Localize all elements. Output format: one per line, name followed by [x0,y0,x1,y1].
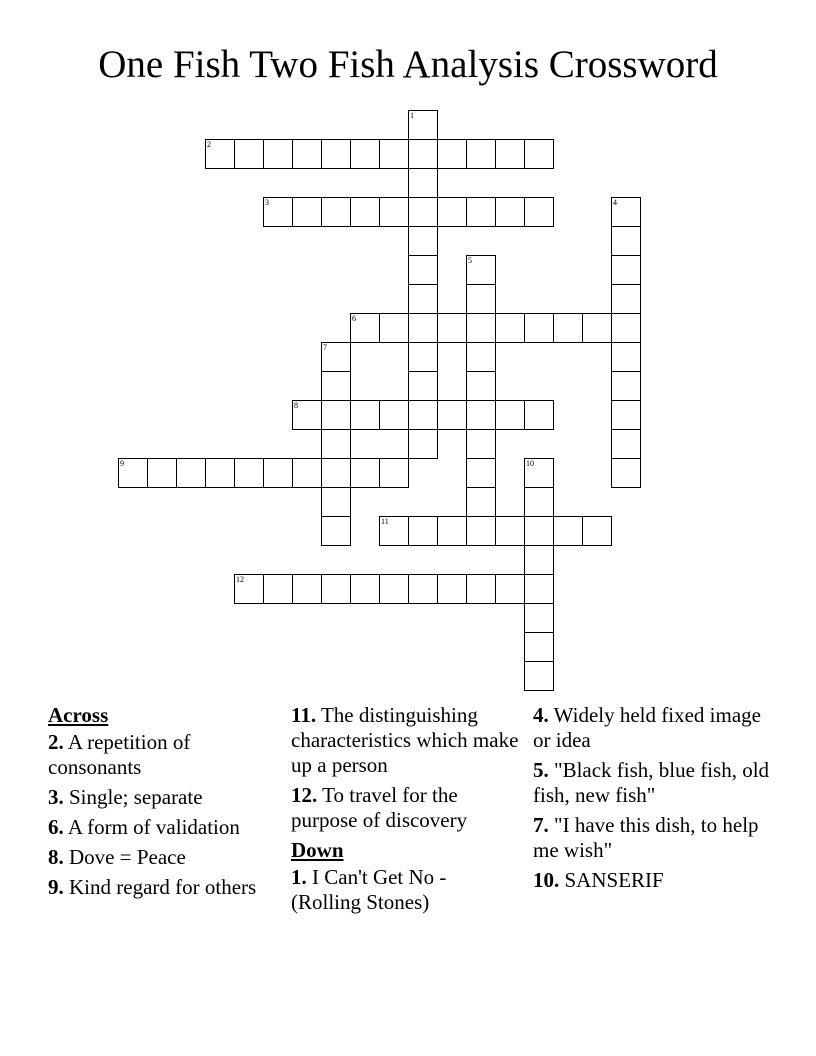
grid-cell[interactable] [437,313,467,343]
grid-cell[interactable] [234,574,264,604]
grid-cell[interactable] [466,487,496,517]
grid-cell[interactable] [408,139,438,169]
grid-cell[interactable] [350,458,380,488]
grid-cell[interactable] [263,458,293,488]
grid-cell[interactable] [118,458,148,488]
grid-cell[interactable] [524,458,554,488]
grid-cell[interactable] [466,429,496,459]
cell-number: 6 [352,314,356,323]
grid-cell[interactable] [321,574,351,604]
grid-cell[interactable] [611,342,641,372]
cell-number: 9 [120,459,124,468]
grid-cell[interactable] [553,516,583,546]
grid-cell[interactable] [292,574,322,604]
grid-cell[interactable] [524,545,554,575]
grid-cell[interactable] [524,313,554,343]
cell-number: 11 [381,517,389,526]
grid-cell[interactable] [350,197,380,227]
grid-cell[interactable] [292,400,322,430]
cell-number: 8 [294,401,298,410]
grid-cell[interactable] [466,574,496,604]
cell-number: 7 [323,343,327,352]
grid-cell[interactable] [408,313,438,343]
grid-cell[interactable] [466,313,496,343]
grid-cell[interactable] [437,516,467,546]
cell-number: 10 [526,459,534,468]
cell-number: 3 [265,198,269,207]
clue-across-12: 12. To travel for the purpose of discovery [291,783,468,832]
grid-cell[interactable] [292,139,322,169]
grid-cell[interactable] [408,371,438,401]
grid-cell[interactable] [466,139,496,169]
grid-cell[interactable] [524,400,554,430]
cell-number: 1 [410,111,414,120]
grid-cell[interactable] [611,255,641,285]
grid-cell[interactable] [611,400,641,430]
grid-cell[interactable] [321,197,351,227]
grid-cell[interactable] [495,139,525,169]
grid-cell[interactable] [611,313,641,343]
grid-cell[interactable] [205,139,235,169]
grid-cell[interactable] [582,516,612,546]
grid-cell[interactable] [263,197,293,227]
grid-cell[interactable] [408,110,438,140]
grid-cell[interactable] [495,313,525,343]
grid-cell[interactable] [321,371,351,401]
grid-cell[interactable] [437,197,467,227]
grid-cell[interactable] [408,429,438,459]
cell-number: 12 [236,575,244,584]
grid-cell[interactable] [524,632,554,662]
grid-cell[interactable] [321,429,351,459]
clue-down-10: 10. SANSERIF [533,868,664,892]
grid-cell[interactable] [408,400,438,430]
grid-cell[interactable] [466,197,496,227]
clue-across-3: 3. Single; separate [48,785,203,809]
down-heading: Down [291,838,344,862]
grid-cell[interactable] [437,574,467,604]
grid-cell[interactable] [611,371,641,401]
grid-cell[interactable] [408,342,438,372]
grid-cell[interactable] [292,458,322,488]
grid-cell[interactable] [379,574,409,604]
grid-cell[interactable] [263,574,293,604]
grid-cell[interactable] [437,139,467,169]
clues-column-1 [48,703,278,905]
grid-cell[interactable] [582,313,612,343]
grid-cell[interactable] [408,226,438,256]
grid-cell[interactable] [466,284,496,314]
grid-cell[interactable] [553,313,583,343]
grid-cell[interactable] [524,139,554,169]
grid-cell[interactable] [350,139,380,169]
grid-cell[interactable] [466,458,496,488]
grid-cell[interactable] [466,255,496,285]
grid-cell[interactable] [524,574,554,604]
clue-down-7: 7. "I have this dish, to help me wish" [533,813,759,862]
grid-cell[interactable] [379,458,409,488]
grid-cell[interactable] [408,197,438,227]
clue-down-1: 1. I Can't Get No - (Rolling Stones) [291,865,447,914]
grid-cell[interactable] [611,458,641,488]
grid-cell[interactable] [408,516,438,546]
grid-cell[interactable] [176,458,206,488]
grid-cell[interactable] [437,400,467,430]
grid-cell[interactable] [321,487,351,517]
grid-cell[interactable] [495,516,525,546]
clue-across-9: 9. Kind regard for others [48,875,257,899]
grid-cell[interactable] [234,139,264,169]
grid-cell[interactable] [321,458,351,488]
clue-down-4: 4. Widely held fixed image or idea [533,703,761,752]
grid-cell[interactable] [611,197,641,227]
across-heading: Across [48,703,109,727]
grid-cell[interactable] [379,139,409,169]
grid-cell[interactable] [350,313,380,343]
grid-cell[interactable] [408,255,438,285]
grid-cell[interactable] [524,197,554,227]
grid-cell[interactable] [321,139,351,169]
grid-cell[interactable] [379,400,409,430]
clue-across-11: 11. The distinguishing characteristics which make up a person [291,703,519,777]
grid-cell[interactable] [379,197,409,227]
grid-cell[interactable] [466,371,496,401]
grid-cell[interactable] [611,284,641,314]
clue-across-2: 2. A repetition of consonants [48,730,191,779]
grid-cell[interactable] [379,313,409,343]
cell-number: 2 [207,140,211,149]
cell-number: 5 [468,256,472,265]
clues-column-3 [533,703,773,898]
grid-cell[interactable] [524,487,554,517]
grid-cell[interactable] [321,342,351,372]
grid-cell[interactable] [321,400,351,430]
grid-cell[interactable] [611,429,641,459]
grid-cell[interactable] [350,400,380,430]
grid-cell[interactable] [147,458,177,488]
grid-cell[interactable] [379,516,409,546]
grid-cell[interactable] [495,400,525,430]
grid-cell[interactable] [466,400,496,430]
page-title: One Fish Two Fish Analysis Crossword [98,43,718,86]
clue-across-8: 8. Dove = Peace [48,845,186,869]
grid-cell[interactable] [408,168,438,198]
grid-cell[interactable] [408,574,438,604]
grid-cell[interactable] [234,458,264,488]
grid-cell[interactable] [350,574,380,604]
grid-cell[interactable] [611,226,641,256]
grid-cell[interactable] [495,574,525,604]
grid-cell[interactable] [466,342,496,372]
grid-cell[interactable] [205,458,235,488]
grid-cell[interactable] [524,603,554,633]
grid-cell[interactable] [321,516,351,546]
clue-across-6: 6. A form of validation [48,815,240,839]
clue-down-5: 5. "Black fish, blue fish, old fish, new fish" [533,758,770,807]
grid-cell[interactable] [495,197,525,227]
grid-cell[interactable] [408,284,438,314]
grid-cell[interactable] [524,516,554,546]
grid-cell[interactable] [524,661,554,691]
cell-number: 4 [613,198,617,207]
clues-column-2 [291,703,521,920]
grid-cell[interactable] [263,139,293,169]
grid-cell[interactable] [466,516,496,546]
grid-cell[interactable] [292,197,322,227]
